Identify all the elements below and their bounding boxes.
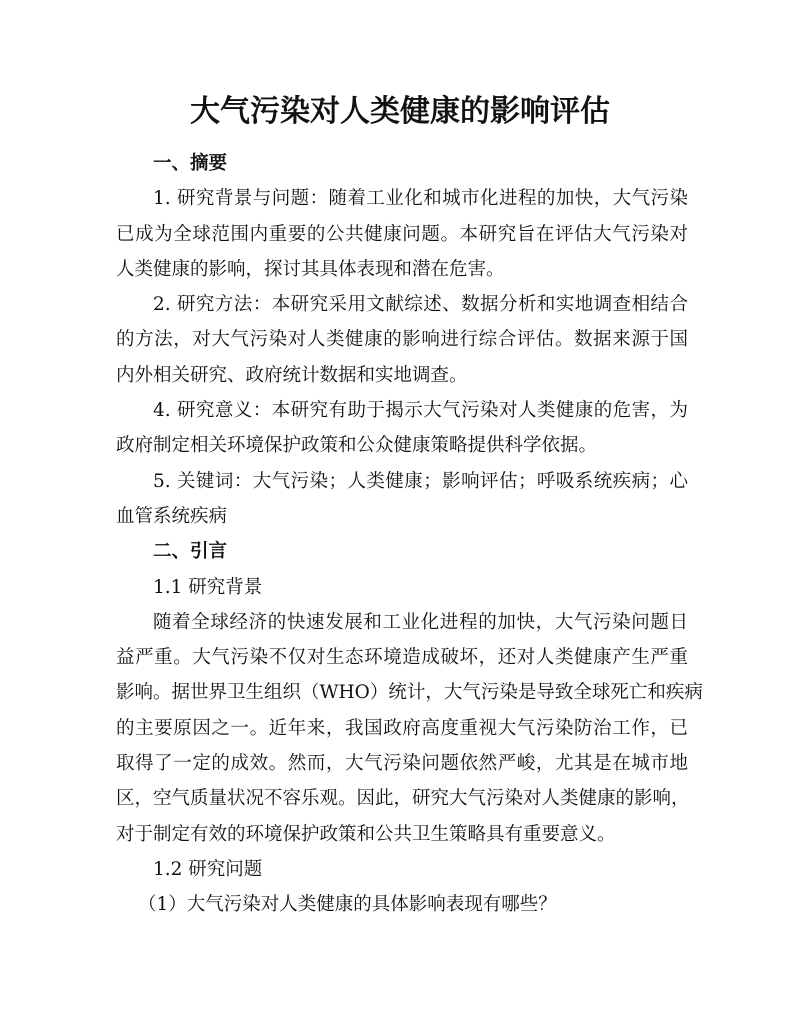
paragraph-line: 对于制定有效的环境保护政策和公共卫生策略具有重要意义。	[116, 823, 616, 845]
paragraph-line: 2. 研究方法：本研究采用文献综述、数据分析和实地调查相结合	[153, 294, 688, 316]
paragraph-line: 的主要原因之一。近年来，我国政府高度重视大气污染防治工作，已	[116, 717, 688, 739]
document-title: 大气污染对人类健康的影响评估	[190, 94, 610, 129]
paragraph-line: 益严重。大气污染不仅对生态环境造成破坏，还对人类健康产生严重	[116, 647, 688, 669]
paragraph-line: 随着全球经济的快速发展和工业化进程的加快，大气污染问题日	[153, 611, 688, 633]
abstract-item-significance	[116, 393, 688, 464]
paragraph-line: 的方法，对大气污染对人类健康的影响进行综合评估。数据来源于国	[116, 329, 688, 351]
section-heading-introduction: 二、引言	[153, 541, 228, 563]
document-body	[116, 146, 703, 923]
section-heading-abstract: 一、摘要	[153, 153, 228, 174]
subsection-heading-background: 1.1 研究背景	[153, 576, 263, 598]
paragraph-line: 5. 关键词：大气污染；人类健康；影响评估；呼吸系统疾病；心	[153, 470, 688, 492]
paragraph-line: 已成为全球范围内重要的公共健康问题。本研究旨在评估大气污染对	[116, 223, 688, 245]
paragraph-line: 取得了一定的成效。然而，大气污染问题依然严峻，尤其是在城市地	[116, 753, 688, 775]
paragraph-line: 影响。据世界卫生组织（WHO）统计，大气污染是导致全球死亡和疾病	[116, 682, 703, 704]
paragraph-line: 1. 研究背景与问题：随着工业化和城市化进程的加快，大气污染	[153, 188, 688, 210]
paragraph-line: 人类健康的影响，探讨其具体表现和潜在危害。	[116, 258, 505, 280]
paragraph-line: 血管系统疾病	[116, 505, 228, 527]
paragraph-line: 区，空气质量状况不容乐观。因此，研究大气污染对人类健康的影响，	[116, 788, 690, 810]
subsection-heading-research-questions: 1.2 研究问题	[153, 858, 263, 880]
paragraph-line: 4. 研究意义：本研究有助于揭示大气污染对人类健康的危害，为	[153, 400, 688, 422]
abstract-item-method	[116, 287, 688, 393]
paragraph-line: 内外相关研究、政府统计数据和实地调查。	[116, 364, 468, 386]
abstract-item-keywords	[116, 464, 688, 535]
paragraph-line: 政府制定相关环境保护政策和公众健康策略提供科学依据。	[116, 435, 598, 457]
background-paragraph	[116, 605, 703, 852]
abstract-item-background	[116, 181, 688, 287]
research-question-item: （1）大气污染对人类健康的具体影响表现有哪些？	[138, 894, 557, 916]
